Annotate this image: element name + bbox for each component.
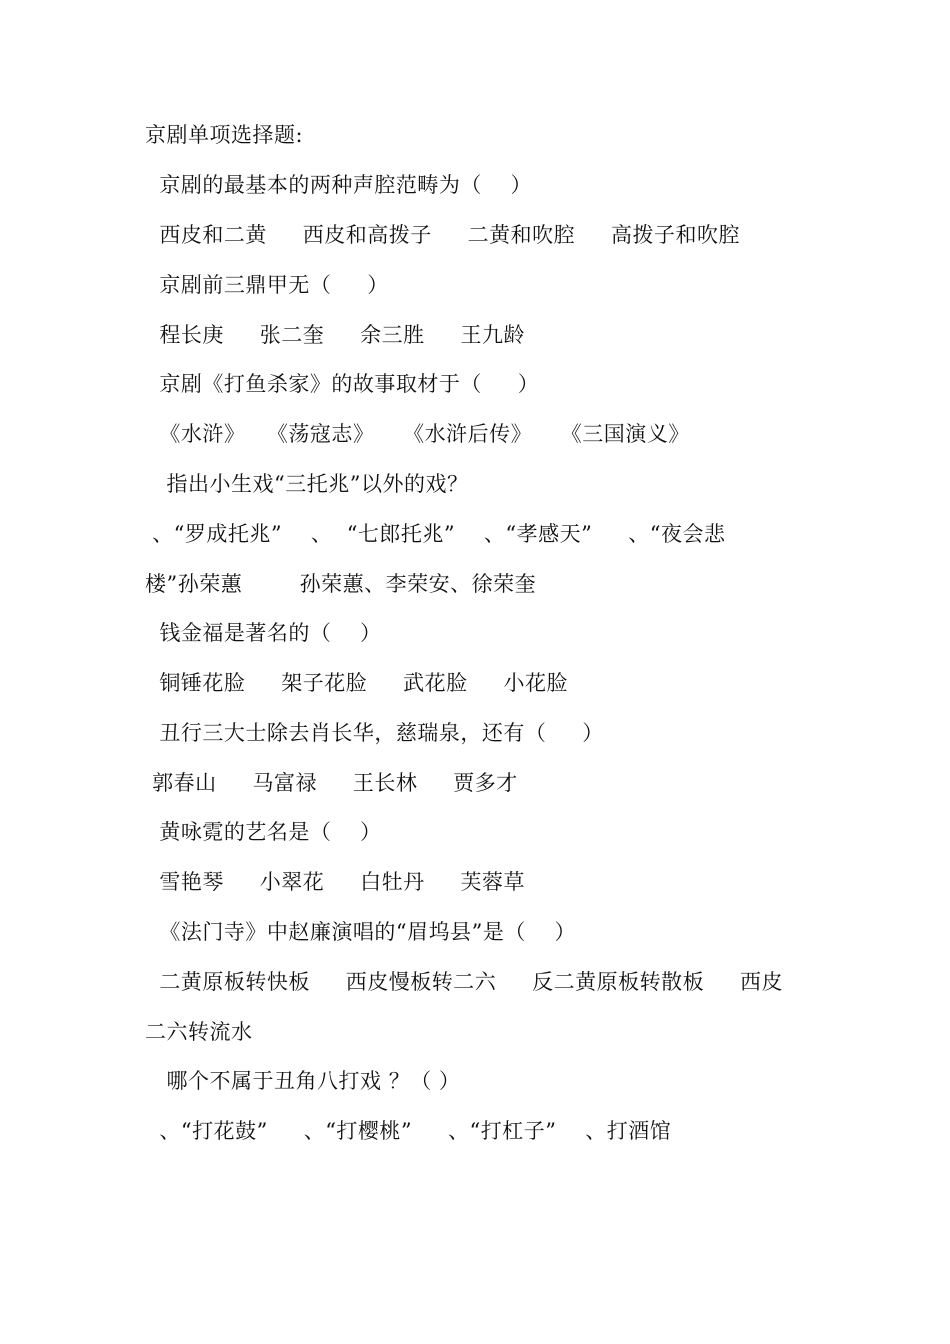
document-title: 京剧单项选择题:: [145, 123, 304, 147]
question-8-options-continued: 二六转流水: [145, 1020, 253, 1044]
question-4: 指出小生戏“三托兆”以外的戏？: [145, 472, 469, 496]
question-8-options: 二黄原板转快板 西皮慢板转二六 反二黄原板转散板 西皮: [145, 970, 783, 994]
question-5-options: 铜锤花脸 架子花脸 武花脸 小花脸: [145, 671, 568, 695]
question-2: 京剧前三鼎甲无（ ）: [145, 273, 389, 297]
question-4-options: 、“罗成托兆” 、 “七郎托兆” 、“孝感天” 、“夜会悲: [145, 522, 726, 546]
question-2-options: 程长庚 张二奎 余三胜 王九龄: [145, 323, 525, 347]
question-6-options: 郭春山 马富禄 王长林 贾多才: [145, 771, 518, 795]
question-1-options: 西皮和二黄 西皮和高拨子 二黄和吹腔 高拨子和吹腔: [145, 223, 740, 247]
question-3: 京剧《打鱼杀家》的故事取材于（ ）: [145, 372, 540, 396]
question-5: 钱金福是著名的（ ）: [145, 621, 382, 645]
question-9-options: 、“打花鼓” 、“打樱桃” 、“打杠子” 、打酒馆: [145, 1119, 672, 1143]
question-1: 京剧的最基本的两种声腔范畴为（ ）: [145, 173, 533, 197]
question-7: 黄咏霓的艺名是（ ）: [145, 820, 382, 844]
question-6: 丑行三大士除去肖长华，慈瑞泉，还有（ ）: [145, 721, 604, 745]
question-7-options: 雪艳琴 小翠花 白牡丹 芙蓉草: [145, 870, 525, 894]
question-9: 哪个不属于丑角八打戏 ？（ ）: [145, 1069, 461, 1093]
question-4-options-continued: 楼”孙荣蕙 孙荣蕙、李荣安、徐荣奎: [145, 572, 537, 596]
question-8: 《法门寺》中赵廉演唱的“眉坞县”是（ ）: [145, 920, 577, 944]
question-3-options: 《水浒》 《荡寇志》 《水浒后传》 《三国演义》: [145, 422, 690, 446]
